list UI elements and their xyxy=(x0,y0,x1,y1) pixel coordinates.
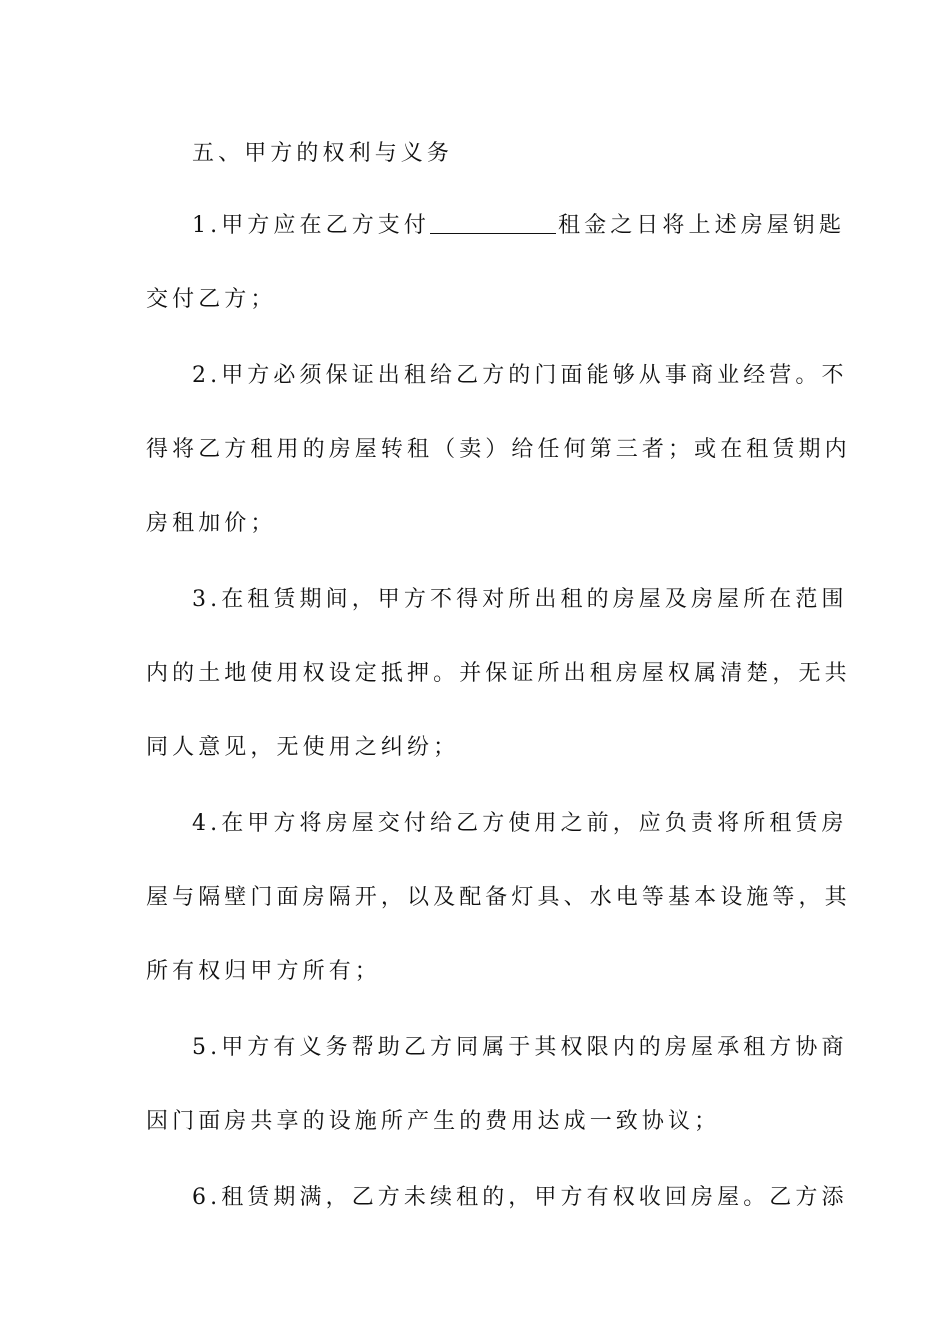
item-2-line-1: 2.甲方必须保证出租给乙方的门面能够从事商业经营。不 xyxy=(192,363,848,388)
item-3-line-1: 3.在租赁期间，甲方不得对所出租的房屋及房屋所在范围 xyxy=(192,587,848,612)
item-3-line-2: 内的土地使用权设定抵押。并保证所出租房屋权属清楚，无共 xyxy=(146,661,851,686)
item-4-line-1: 4.在甲方将房屋交付给乙方使用之前，应负责将所租赁房 xyxy=(192,811,848,836)
item-4-line-2: 屋与隔壁门面房隔开，以及配备灯具、水电等基本设施等，其 xyxy=(146,885,851,910)
item-1-line-1 xyxy=(192,206,846,246)
fill-in-blank xyxy=(430,211,556,234)
item-3-line-3: 同人意见，无使用之纠纷； xyxy=(146,735,460,760)
item-6-line-1: 6.租赁期满，乙方未续租的，甲方有权收回房屋。乙方添 xyxy=(192,1185,848,1210)
item-1-line-2: 交付乙方； xyxy=(146,287,277,312)
item-2-line-3: 房租加价； xyxy=(146,511,277,536)
section-heading: 五、甲方的权利与义务 xyxy=(192,141,454,166)
item-5-line-1: 5.甲方有义务帮助乙方同属于其权限内的房屋承租方协商 xyxy=(192,1035,848,1060)
item-5-line-2: 因门面房共享的设施所产生的费用达成一致协议； xyxy=(146,1109,721,1134)
item-2-line-2: 得将乙方租用的房屋转租（卖）给任何第三者；或在租赁期内 xyxy=(146,437,851,462)
item-1-text-before-blank: 1.甲方应在乙方支付 xyxy=(192,213,430,238)
item-1-text-after-blank: 租金之日将上述房屋钥匙 xyxy=(558,213,846,238)
item-4-line-3: 所有权归甲方所有； xyxy=(146,959,381,984)
